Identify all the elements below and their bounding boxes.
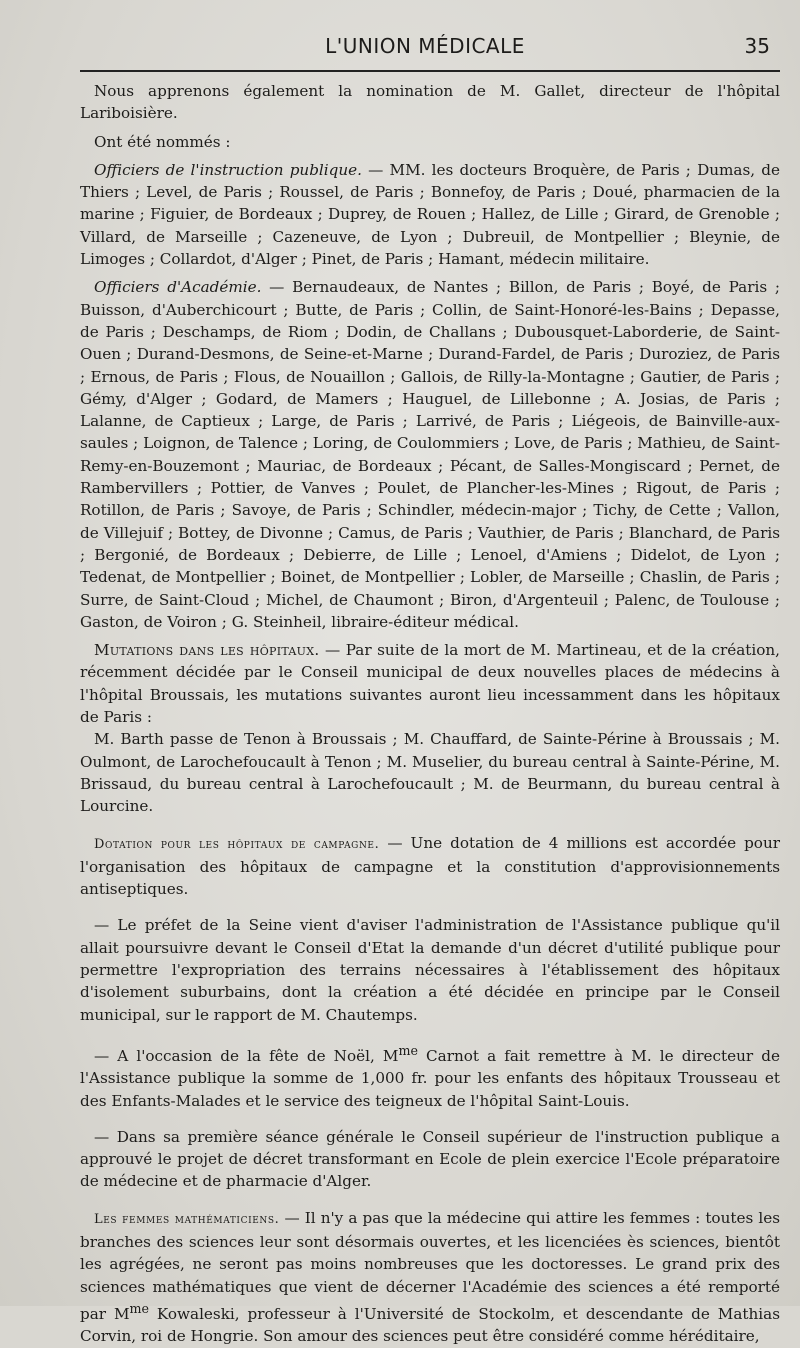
paragraph-prefet-seine: — Le préfet de la Seine vient d'aviser l'administration de l'Assistance publique qu'il allait poursuivre devant le Conseil d'Etat la demande d'un décret d'utilité publique pour permettre l'expropriation des terrains nécessaires à l'établissement des hôpitaux d'isolement suburbains, dont la création a été décidée en principe par le Conseil municipal, sur le rapport de M. Chautemps.	[80, 916, 780, 1024]
paragraph-dotation: Dotation pour les hôpitaux de campagne. — Une dotation de 4 millions est accordée pour l'organisation des hôpitaux de campagne et la constitution d'approvisionnements antiseptiques.	[80, 833, 780, 899]
page-number: 35	[744, 34, 770, 58]
section-lead: Officiers d'Académie.	[94, 278, 262, 297]
paragraph-officiers-academie: Officiers d'Académie. — Bernaudeaux, de Nantes ; Billon, de Paris ; Boyé, de Paris ; Buisson, d'Auberchicourt ; Butte, de Paris ; Collin, de Saint-Honoré-les-Bains ; Depasse, de Paris ; Deschamps, de Riom ; Dodin, de Challans ; Dubousquet-Laborderie, de Saint-Ouen ; Durand-Desmons, de Seine-et-Marne ; Durand-Fardel, de Paris ; Duroziez, de Paris ; Ernous, de Paris ; Flous, de Nouaillon ; Gallois, de Rilly-la-Montagne ; Gautier, de Paris ; Gémy, d'Alger ; Godard, de Mamers ; Hauguel, de Lillebonne ; A. Josias, de Paris ; Lalanne, de Captieux ; Large, de Paris ; Larrivé, de Paris ; Liégeois, de Bainville-aux-saules ; Loignon, de Talence ; Loring, de Coulommiers ; Love, de Paris ; Mathieu, de Saint-Remy-en-Bouzemont ; Mauriac, de Bordeaux ; Pécant, de Salles-Mongiscard ; Pernet, de Rambervillers ; Pottier, de Vanves ; Poulet, de Plancher-les-Mines ; Rigout, de Paris ; Rotillon, de Paris ; Savoye, de Paris ; Schindler, médecin-major ; Tichy, de Cette ; Vallon, de Villejuif ; Bottey, de Divonne ; Camus, de Paris ; Vauthier, de Paris ; Blanchard, de Paris ; Bergonié, de Bordeaux ; Debierre, de Lille ; Lenoel, d'Amiens ; Didelot, de Lyon ; Tedenat, de Montpellier ; Boinet, de Montpellier ; Lobler, de Marseille ; Chaslin, de Paris ; Surre, de Saint-Cloud ; Michel, de Chaumont ; Biron, d'Argenteuil ; Palenc, de Toulouse ; Gaston, de Voiron ; G. Steinheil, libraire-éditeur médical.	[80, 278, 781, 631]
section-lead: Dotation pour les hôpitaux de campagne.	[94, 836, 380, 852]
paragraph-mutations: Mutations dans les hôpitaux. — Par suite de la mort de M. Martineau, et de la création, récemment décidée par le Conseil municipal de deux nouvelles places de médecins à l'hôpital Broussais, les mutations suivantes auront lieu incessamment dans les hôpitaux de Paris :	[80, 641, 780, 727]
article-body	[80, 80, 780, 1348]
running-title: L'UNION MÉDICALE	[325, 34, 525, 58]
paragraph-ecole-alger: — Dans sa première séance générale le Conseil supérieur de l'instruction publique a approuvé le projet de décret transformant en Ecole de plein exercice l'Ecole préparatoire de médecine et de pharmacie d'Alger.	[80, 1127, 780, 1191]
paragraph-nominations-intro: Ont été nommés :	[94, 132, 231, 151]
paragraph-noel: — A l'occasion de la fête de Noël, $M^{me}$ Carnot a fait remettre à M. le directeur de l'Assistance publique la somme de 1,000 fr. pour les enfants des hôpitaux Trousseau et des Enfants-Malades et le service des teigneux de l'hôpital Saint-Louis.	[80, 1042, 780, 1110]
page-header	[80, 34, 770, 64]
paragraph-officiers-instruction: Officiers de l'instruction publique. — MM. les docteurs Broquère, de Paris ; Dumas, de Thiers ; Level, de Paris ; Roussel, de Paris ; Bonnefoy, de Paris ; Doué, pharmacien de la marine ; Figuier, de Bordeaux ; Duprey, de Rouen ; Hallez, de Lille ; Girard, de Grenoble ; Villard, de Marseille ; Cazeneuve, de Lyon ; Dubreuil, de Montpellier ; Bleynie, de Limoges ; Collardot, d'Alger ; Pinet, de Paris ; Hamant, médecin militaire.	[80, 160, 780, 269]
header-rule	[80, 70, 780, 72]
section-lead: Les femmes mathématiciens.	[94, 1211, 280, 1227]
paragraph-femmes-mathematiciens: Les femmes mathématiciens. — Il n'y a pas que la médecine qui attire les femmes : toutes les branches des sciences leur sont désormais ouvertes, et les licenciées ès sciences, bientôt les agrégées, ne seront pas moins nombreuses que les doctoresses. Le grand prix des sciences mathématiques que vient de décerner l'Académie des sciences a été remporté par $M^{me}$ Kowaleski, professeur à l'Université de Stockolm, et descendante de Mathias Corvin, roi de Hongrie. Son amour des sciences peut être considéré comme héréditaire,	[80, 1208, 780, 1346]
section-lead: Mutations dans les hôpitaux.	[94, 641, 320, 660]
paragraph-mutations-list: M. Barth passe de Tenon à Broussais ; M. Chauffard, de Sainte-Périne à Broussais ; M. Oulmont, de Larochefoucault à Tenon ; M. Muselier, du bureau central à Sainte-Périne, M. Brissaud, du bureau central à Larochefoucault ; M. de Beurmann, du bureau central à Lourcine.	[80, 730, 780, 816]
section-lead: Officiers de l'instruction publique.	[94, 160, 362, 179]
paragraph-gallet-nomination: Nous apprenons également la nomination de M. Gallet, directeur de l'hôpital Lariboisière.	[80, 82, 780, 123]
